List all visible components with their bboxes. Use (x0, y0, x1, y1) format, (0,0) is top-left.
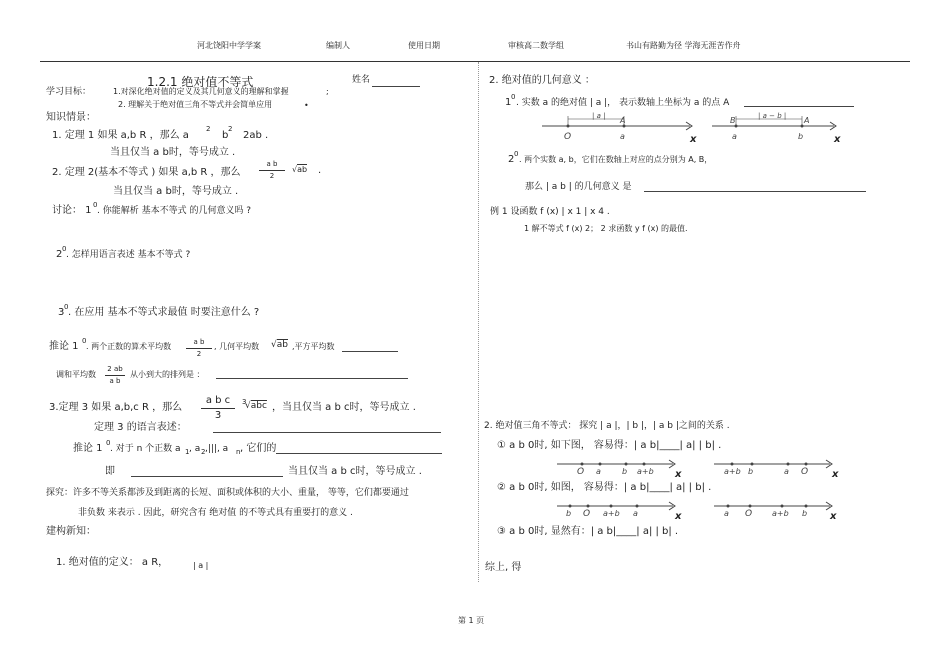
theorem-3-language: 定理 3 的语言表述： (94, 422, 187, 433)
order-prompt: 从小到大的排列是 ： (130, 370, 205, 379)
c2a-b: b (566, 509, 572, 518)
square-mean-blank (342, 351, 398, 352)
inference-2-seq: , a (189, 444, 201, 454)
inference-2-text: . 对于 n 个正数 a (110, 444, 181, 454)
abs-definition-tail: | a | (193, 561, 209, 570)
inference-2-sub2: 2 (201, 448, 206, 456)
question-3-sup: 0 (64, 303, 69, 311)
geometric-mean-label: , 几何平均数 (214, 342, 260, 351)
geometric-2: 2 (508, 154, 515, 165)
question-2: 2 (56, 249, 63, 260)
case-1-line-positive (555, 458, 687, 478)
geometric-2-sup: 0 (514, 150, 519, 158)
c2b-x: x (830, 511, 837, 522)
question-3-text: . 在应用 基本不等式求最值 时要注意什么 ? (68, 307, 260, 318)
theorem-2-equality: 当且仅当 a b时，等号成立 . (113, 186, 239, 197)
geometric-2-tail: 那么 | a b | 的几何意义 是 (525, 182, 632, 192)
c2a-x: x (675, 511, 682, 522)
c2b-a: a (724, 509, 729, 518)
geometric-2-blank (644, 191, 866, 192)
inference-1-text: . 两个正数的算术平均数 (86, 342, 172, 351)
triangle-inequality-title: 2. 绝对值三角不等式： 探究 | a |，| b |，| a b |之间的关系 . (484, 421, 730, 431)
discussion-1-text: . 你能解析 基本不等式 的几何意义吗 ? (97, 206, 252, 216)
inference-2-tail: , 它们的 (240, 443, 277, 454)
theorem-1: 1. 定理 1 如果 a,b R ，那么 a (52, 130, 189, 141)
geometric-1-text: . 实数 a 的绝对值 | a |， 表示数轴上坐标为 a 的点 A (516, 98, 730, 108)
example-1-parts: 1 解不等式 f (x) 2； 2 求函数 y f (x) 的最值. (524, 224, 688, 233)
inference-2-sup: 0 (106, 439, 111, 447)
explore-1: 探究：许多不等关系都涉及到距离的长短、面积或体积的大小、重量， 等等，它们都要通过 (46, 488, 409, 498)
c2a-a: a (633, 509, 638, 518)
nl1-A: A (620, 116, 626, 125)
c2b-O: O (745, 509, 753, 519)
question-3: 3 (58, 307, 65, 318)
header-date: 使用日期 (408, 41, 440, 50)
theorem-3-root: √abc (245, 401, 267, 411)
question-2-text: . 怎样用语言表述 基本不等式 ? (66, 250, 191, 260)
page-number: 第 1 页 (458, 616, 485, 625)
inference-2-subn: n (236, 448, 241, 456)
nl2-B: B (730, 116, 736, 125)
case-3: ③ a b 0时, 显然有：| a b|____| a| | b| . (497, 526, 679, 537)
inference-2: 推论 1 (73, 443, 103, 454)
theorem-2: 2. 定理 2(基本不等式 ) 如果 a,b R ，那么 (52, 167, 241, 178)
abs-definition: 1. 绝对值的定义： a R， (56, 557, 169, 568)
c1b-O: O (801, 467, 809, 477)
harmonic-mean-fraction: 2 ab a b (105, 366, 125, 385)
c2a-apb: a+b (603, 509, 620, 518)
nl2-a: a (732, 132, 737, 141)
discussion-1: 讨论： 1 (52, 205, 92, 216)
theorem-3-tail: ，当且仅当 a b c时，等号成立 . (272, 402, 416, 413)
question-2-sup: 0 (62, 245, 67, 253)
c2b-apb: a+b (772, 509, 789, 518)
geometric-2-text: . 两个实数 a, b，它们在数轴上对应的点分别为 A, B， (519, 155, 713, 164)
theorem-1-tail: 2ab . (243, 130, 269, 141)
case-1-line-negative (712, 458, 844, 478)
case-2: ② a b 0时, 如图， 容易得：| a b|____| a| | b| . (497, 482, 712, 493)
nl1-x: x (690, 134, 697, 145)
header-reviewer: 审核高二数学组 (508, 41, 564, 50)
example-1: 例 1 设函数 f (x) | x 1 | x 4 . (490, 207, 610, 217)
theorem-2-sqrt: √ab (292, 165, 308, 174)
geometric-1-blank (744, 106, 854, 107)
build-label: 建构新知： (46, 526, 96, 537)
square-mean-label: ,平方平均数 (292, 342, 335, 351)
inference-2-seq2: ,|||, a (205, 444, 229, 454)
name-label: 姓名 (352, 75, 371, 85)
nl2-x: x (834, 134, 841, 145)
c1a-b: b (622, 467, 628, 476)
number-line-abs-a (540, 110, 700, 144)
ji-tail: 当且仅当 a b c时，等号成立 . (288, 466, 422, 477)
theorem-3-fraction: a b c 3 (201, 396, 235, 421)
goal-label: 学习目标： (46, 87, 92, 97)
geometric-1-sup: 0 (511, 93, 516, 101)
arithmetic-mean-fraction: a b 2 (186, 339, 212, 358)
c1b-b: b (748, 467, 754, 476)
geometric-1: 1 (505, 97, 512, 108)
goal-2: 2. 理解关于绝对值三角不等式并会简单应用 (118, 100, 273, 109)
nl2-b: b (798, 132, 804, 141)
explore-2: 非负数 来表示 . 因此，研究含有 绝对值 的不等式具有重要打的意义 . (78, 508, 353, 518)
geometric-mean-sqrt: √ab (271, 340, 288, 350)
theorem-3-language-blank (213, 432, 441, 433)
c2a-O: O (583, 509, 591, 519)
theorem-1-equality: 当且仅当 a b时，等号成立 . (110, 147, 236, 158)
ji-label: 即 (105, 466, 115, 477)
nl1-a: a (620, 132, 625, 141)
header-school: 河北饶阳中学学案 (197, 41, 261, 50)
discussion-1-sup: 0 (93, 201, 98, 209)
inference-2-sub1: 1 (185, 448, 190, 456)
c2b-b: b (802, 509, 808, 518)
nl2-abs-ab-label: | a − b | (758, 112, 787, 120)
theorem-3: 3.定理 3 如果 a,b,c R ，那么 (49, 402, 183, 413)
nl1-abs-a-label: | a | (592, 112, 606, 120)
ji-blank (131, 476, 283, 477)
theorem-2-fraction: a b 2 (259, 161, 285, 180)
c1b-apb: a+b (724, 467, 741, 476)
nl2-A: A (804, 116, 810, 125)
c1a-O: O (577, 467, 585, 477)
lesson-title: 1.2.1 绝对值不等式 (147, 75, 254, 89)
inference-1-sup: 0 (82, 337, 87, 345)
inference-1: 推论 1 (49, 341, 79, 352)
goal-2-tail: • (304, 101, 309, 110)
knowledge-label: 知识情景： (46, 112, 96, 123)
nl1-origin: O (564, 132, 572, 142)
theorem-1-b: b (222, 130, 229, 141)
name-blank (372, 86, 420, 87)
goal-1: 1.对深化绝对值的定义及其几何意义的理解和掌握 (113, 87, 289, 96)
theorem-3-root-index: 3 (242, 398, 247, 406)
inference-2-blank (276, 453, 442, 454)
case-2-line-b (712, 500, 844, 520)
geometric-meaning-title: 2. 绝对值的几何意义 ： (489, 75, 595, 86)
header-editor: 编制人 (326, 41, 350, 50)
case-1: ① a b 0时, 如下图， 容易得：| a b|____| a| | b| . (497, 440, 722, 451)
c1b-a: a (784, 467, 789, 476)
c1a-x: x (675, 469, 682, 480)
c1a-a: a (596, 467, 601, 476)
c1b-x: x (832, 469, 839, 480)
theorem-1-sup2: 2 (228, 125, 233, 133)
number-line-abs-a-minus-b (710, 110, 850, 144)
summary: 综上, 得 (485, 562, 522, 573)
header-motto: 书山有路勤为径 学海无涯苦作舟 (626, 41, 741, 50)
column-divider (478, 62, 479, 582)
harmonic-mean-label: 调和平均数 (56, 370, 96, 379)
c1a-apb: a+b (637, 467, 654, 476)
order-blank (216, 378, 408, 379)
header-rule (40, 61, 910, 62)
case-2-line-a (555, 500, 687, 520)
theorem-2-tail: . (318, 165, 322, 176)
goal-1-tail: ; (326, 87, 329, 96)
theorem-1-sup1: 2 (206, 125, 211, 133)
